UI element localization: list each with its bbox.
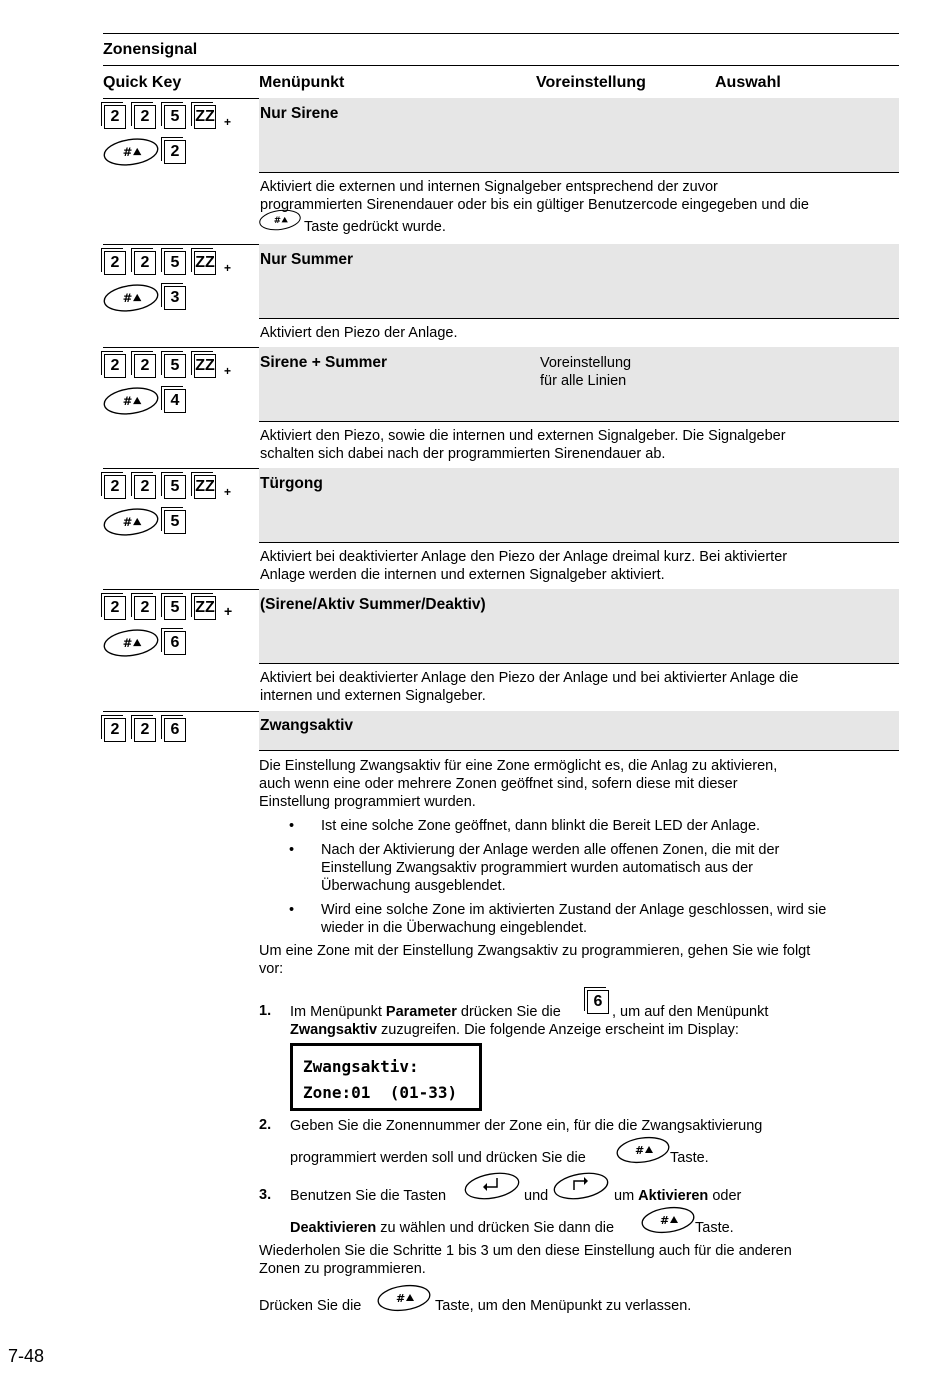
lcd-line-2: Zone:01 (01-33) — [303, 1083, 458, 1102]
preset-note: Voreinstellung — [540, 355, 632, 371]
plus-sign: + — [224, 115, 232, 129]
svg-text:#: # — [396, 1292, 406, 1305]
row-description: Aktiviert bei deaktivierter Anlage den Piezo der Anlage und bei aktivierter Anlage die — [260, 670, 799, 686]
title-band-rule — [259, 663, 899, 664]
key-2: 2 — [134, 475, 156, 499]
key-5: 5 — [164, 510, 186, 534]
lcd-line-1: Zwangsaktiv: — [303, 1057, 419, 1076]
svg-text:#: # — [122, 145, 133, 160]
zwang-intro-1: Die Einstellung Zwangsaktiv für eine Zone ermöglicht es, die Anlag zu aktivieren, — [259, 758, 778, 774]
step-3-number: 3. — [259, 1187, 272, 1203]
title-band — [259, 468, 899, 542]
bullet-3-line-2: wieder in die Überwachung eingeblendet. — [321, 920, 588, 936]
bullet-dot: • — [289, 902, 295, 918]
row-title: Nur Summer — [260, 251, 354, 268]
row-description: programmierten Sirenendauer oder bis ein gültiger Benutzercode eingegeben und die — [260, 197, 809, 213]
title-band-rule — [259, 172, 899, 173]
key-zz: ZZ — [194, 251, 216, 275]
zwang-intro-2: auch wenn eine oder mehrere Zonen geöffnet sind, sofern diese mit dieser — [259, 776, 738, 792]
row-title: Türgong — [260, 475, 323, 492]
key-2: 2 — [104, 475, 126, 499]
title-band-rule — [259, 421, 899, 422]
row-description: Aktiviert den Piezo, sowie die internen und externen Signalgeber. Die Signalgeber — [260, 428, 786, 444]
zwang-intro-3: Einstellung programmiert wurden. — [259, 794, 476, 810]
key-5: 5 — [164, 251, 186, 275]
step-1-line-1-end: , um auf den Menüpunkt — [612, 1004, 769, 1020]
row-title: (Sirene/Aktiv Summer/Deaktiv) — [260, 596, 486, 613]
plus-sign: + — [224, 261, 232, 275]
hash-enter-key-icon — [102, 627, 160, 659]
step-2-line-1: Geben Sie die Zonennummer der Zone ein, für die die Zwangsaktivierung — [290, 1118, 763, 1134]
key-2: 2 — [134, 718, 156, 742]
key-3: 3 — [164, 286, 186, 310]
title-band — [259, 244, 899, 318]
svg-text:#: # — [122, 636, 133, 651]
hash-enter-key-icon — [376, 1283, 432, 1313]
key-2: 2 — [134, 354, 156, 378]
plus-sign: + — [224, 364, 232, 378]
row-description: Aktiviert den Piezo der Anlage. — [260, 325, 458, 341]
key-4: 4 — [164, 389, 186, 413]
svg-text:#: # — [122, 515, 133, 530]
plus-sign: + — [224, 603, 233, 619]
section-title: Zonensignal — [103, 41, 198, 58]
preset-note-2: für alle Linien — [540, 373, 627, 389]
header-rule — [103, 65, 899, 66]
page-number: 7-48 — [8, 1346, 45, 1366]
key-2: 2 — [104, 251, 126, 275]
row-description: Aktiviert die externen und internen Signalgeber entsprechend der zuvor — [260, 179, 718, 195]
key-6: 6 — [164, 718, 186, 742]
hash-enter-key-icon — [640, 1205, 696, 1235]
step-3-line-1-end: um Aktivieren oder — [614, 1188, 742, 1204]
col-preset: Voreinstellung — [536, 74, 646, 91]
hash-enter-key-icon — [615, 1135, 671, 1165]
bullet-3-line-1: Wird eine solche Zone im aktivierten Zustand der Anlage geschlossen, wird sie — [321, 902, 827, 918]
key-2: 2 — [104, 105, 126, 129]
top-rule — [103, 33, 899, 34]
zwang-title: Zwangsaktiv — [260, 717, 354, 734]
step-1-line-1: Im Menüpunkt Parameter drücken Sie die — [290, 1004, 561, 1020]
svg-text:#: # — [273, 216, 281, 227]
hash-enter-key-icon — [102, 282, 160, 314]
svg-text:#: # — [122, 291, 133, 306]
exit-text-a: Drücken Sie die — [259, 1298, 362, 1314]
key-zz: ZZ — [194, 105, 216, 129]
key-2: 2 — [104, 718, 126, 742]
repeat-line-1: Wiederholen Sie die Schritte 1 bis 3 um den diese Einstellung auch für die anderen — [259, 1243, 792, 1259]
key-5: 5 — [164, 105, 186, 129]
arrow-left-key-icon — [463, 1170, 521, 1202]
repeat-line-2: Zonen zu programmieren. — [259, 1261, 426, 1277]
row-description: internen und externen Signalgeber. — [260, 688, 486, 704]
step-2-number: 2. — [259, 1117, 272, 1133]
key-6: 6 — [587, 990, 609, 1014]
bullet-2-line-1: Nach der Aktivierung der Anlage werden alle offenen Zonen, die mit der — [321, 842, 780, 858]
key-2: 2 — [134, 251, 156, 275]
exit-text-b: Taste, um den Menüpunkt zu verlassen. — [435, 1298, 692, 1314]
title-band-rule — [259, 318, 899, 319]
step-3-tail: Taste. — [695, 1220, 734, 1236]
program-intro-1: Um eine Zone mit der Einstellung Zwangsaktiv zu programmieren, gehen Sie wie folgt — [259, 943, 811, 959]
key-5: 5 — [164, 475, 186, 499]
hash-enter-key-icon — [102, 506, 160, 538]
key-5: 5 — [164, 354, 186, 378]
plus-sign: + — [224, 485, 232, 499]
hash-enter-key-icon — [258, 208, 302, 232]
hash-enter-key-icon — [102, 385, 160, 417]
bullet-2-line-2: Einstellung Zwangsaktiv programmiert wurden automatisch aus der — [321, 860, 753, 876]
col-quick-key: Quick Key — [103, 74, 182, 91]
col-menu: Menüpunkt — [259, 74, 345, 91]
key-zz: ZZ — [194, 475, 216, 499]
step-2-tail: Taste. — [670, 1150, 709, 1166]
row-description-tail: Taste gedrückt wurde. — [304, 219, 446, 235]
row-title: Sirene + Summer — [260, 354, 388, 371]
key-5: 5 — [164, 596, 186, 620]
step-3-und: und — [524, 1188, 549, 1204]
key-2: 2 — [164, 140, 186, 164]
col-choice: Auswahl — [715, 74, 781, 91]
key-zz: ZZ — [194, 354, 216, 378]
row-description: Aktiviert bei deaktivierter Anlage den Piezo der Anlage dreimal kurz. Bei aktivierter — [260, 549, 788, 565]
key-2: 2 — [104, 354, 126, 378]
title-band-rule — [259, 542, 899, 543]
step-3-line-1: Benutzen Sie die Tasten — [290, 1188, 447, 1204]
svg-text:#: # — [660, 1214, 670, 1227]
row-title: Nur Sirene — [260, 105, 339, 122]
program-intro-2: vor: — [259, 961, 284, 977]
row-description: schalten sich dabei nach der programmierten Sirenendauer ab. — [260, 446, 666, 462]
step-3-line-2: Deaktivieren zu wählen und drücken Sie dann die — [290, 1220, 615, 1236]
step-1-line-2: Zwangsaktiv zuzugreifen. Die folgende Anzeige erscheint im Display: — [290, 1022, 739, 1038]
key-6: 6 — [164, 631, 186, 655]
step-2-line-2: programmiert werden soll und drücken Sie die — [290, 1150, 586, 1166]
key-2: 2 — [104, 596, 126, 620]
lcd-display — [290, 1043, 482, 1111]
hash-enter-key-icon — [102, 136, 160, 168]
zwang-title-rule — [259, 750, 899, 751]
svg-text:#: # — [122, 394, 133, 409]
key-zz: ZZ — [194, 596, 216, 620]
bullet-1-line-1: Ist eine solche Zone geöffnet, dann blinkt die Bereit LED der Anlage. — [321, 818, 761, 834]
bullet-dot: • — [289, 818, 295, 834]
key-2: 2 — [134, 596, 156, 620]
key-2: 2 — [134, 105, 156, 129]
row-description: Anlage werden die internen und externen Signalgeber aktiviert. — [260, 567, 665, 583]
title-band — [259, 98, 899, 172]
svg-text:#: # — [635, 1144, 645, 1157]
step-1-number: 1. — [259, 1003, 272, 1019]
zwang-title-band — [259, 711, 899, 750]
bullet-2-line-3: Überwachung ausgeblendet. — [321, 878, 506, 894]
bullet-dot: • — [289, 842, 295, 858]
arrow-right-key-icon — [552, 1170, 610, 1202]
